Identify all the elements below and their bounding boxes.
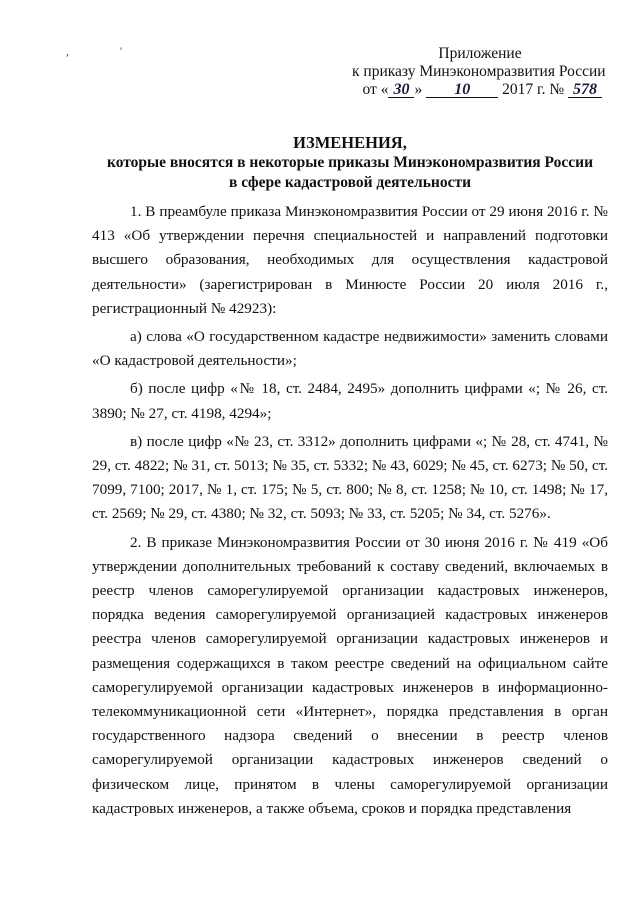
paragraph-1a: а) слова «О государственном кадастре недвижимости» заменить словами «О кадастровой деятельности»; (92, 328, 608, 370)
document-title (90, 133, 610, 193)
appendix-date-line (352, 81, 602, 99)
document-body (92, 200, 608, 821)
appendix-order-ref: к приказу Минэкономразвития России (352, 63, 606, 80)
appendix-header (352, 45, 606, 99)
paragraph-1c: в) после цифр «№ 23, ст. 3312» дополнить цифрами «; № 28, ст. 4741, № 29, ст. 4822; № 31, ст. 5013; № 35, ст. 5332; № 43, 6029; № 45, ст. 6273; № 50, ст. 7099, 7100; 2017, № 1, ст. 175; № 5, ст. 800; № 8, ст. 1258; № 10, ст. 1498; № 17, ст. 2569; № 29, ст. 4380; № 32, ст. 5093; № 33, ст. 5205; № 34, ст. 5276». (92, 432, 608, 523)
paragraph-1: 1. В преамбуле приказа Минэкономразвития России от 29 июня 2016 г. № 413 «Об утверждении перечня специальностей и направлений подготовки высшего образования, необходимых для осуществления кадастровой деятельности» (зарегистрирован в Минюсте России 20 июля 2016 г., регистрационный № 42923): (92, 203, 608, 317)
stray-scan-marks: , ' (66, 44, 147, 58)
appendix-label: Приложение (438, 45, 522, 62)
paragraph-1b: б) после цифр «№ 18, ст. 2484, 2495» дополнить цифрами «; № 26, ст. 3890; № 27, ст. 4198, 4294»; (92, 380, 608, 422)
date-year-text: 2017 г. № (502, 81, 565, 98)
paragraph-2: 2. В приказе Минэкономразвития России от 30 июня 2016 г. № 419 «Об утверждении дополнительных требований к составу сведений, включаемых в реестр членов саморегулируемой организации кадастровых инженеров, порядка ведения саморегулируемой организацией кадастровых инженеров реестра членов саморегулируемой организации кадастровых инженеров и размещения содержащихся в таком реестре сведений на официальном сайте саморегулируемой организации кадастровых инженеров в информационно-телекоммуникационной сети «Интернет», порядка представления в орган государственного надзора сведений о внесении в реестр членов саморегулируемой организации кадастровых инженеров сведений о физическом лице, принятом в члены саморегулируемой организации кадастровых инженеров, а также объема, сроков и порядка представления (92, 533, 608, 817)
date-day-field (388, 83, 414, 98)
date-prefix: от « (362, 81, 389, 98)
title-line-2: которые вносятся в некоторые приказы Минэкономразвития России (106, 154, 594, 171)
title-line-3: в сфере кадастровой деятельности (228, 174, 472, 191)
title-line-1: ИЗМЕНЕНИЯ, (293, 133, 407, 152)
handwritten-month: 10 (454, 81, 471, 98)
handwritten-day: 30 (393, 81, 410, 98)
order-number-field (568, 83, 602, 98)
date-close-quote: » (414, 81, 423, 98)
handwritten-order-number: 578 (573, 81, 597, 98)
date-month-field (426, 83, 498, 98)
